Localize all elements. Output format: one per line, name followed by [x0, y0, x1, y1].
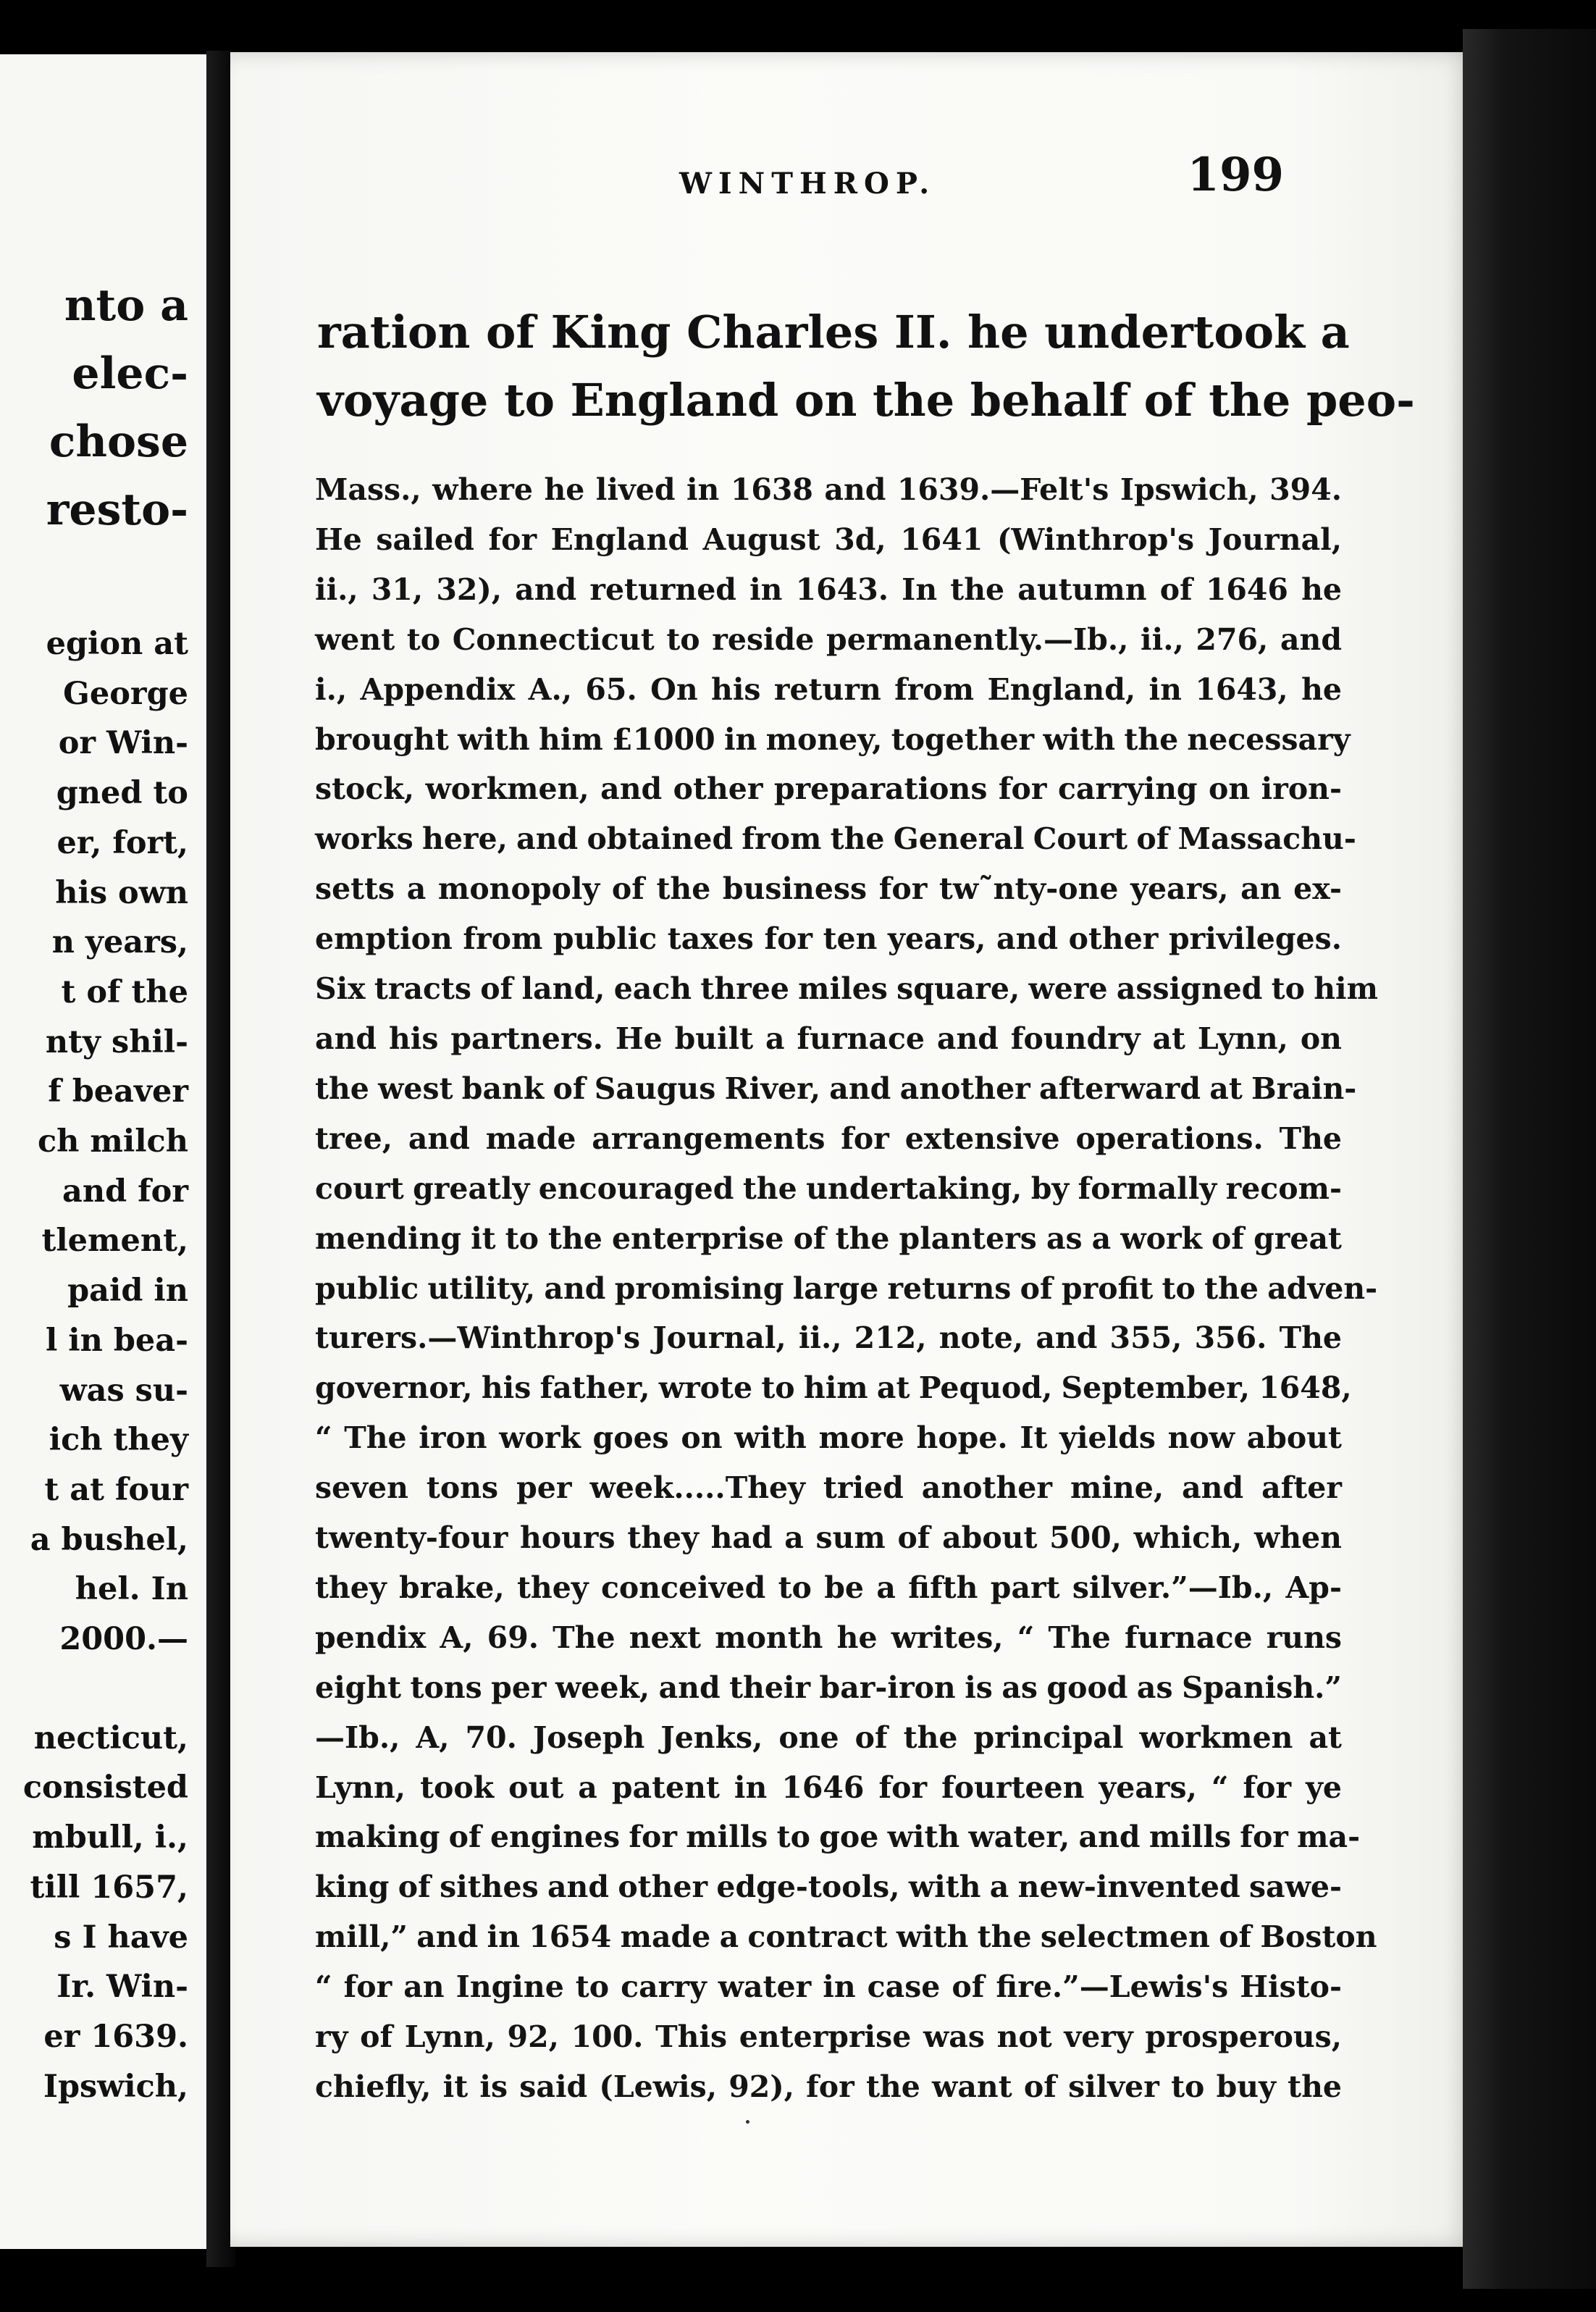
facing-line: t of the	[61, 973, 188, 1010]
footnote-line: “ for an Ingine to carry water in case of fire.”—Lewis's Histo-	[315, 1969, 1342, 2005]
footnote-line: brought with him £1000 in money, together with the necessary	[315, 721, 1351, 757]
footnote-line: setts a monopoly of the business for tw⁠˜nty-one years, an ex-	[315, 871, 1342, 907]
facing-line: gned to	[56, 775, 188, 812]
facing-line: consisted	[22, 1769, 188, 1806]
facing-line: er 1639.	[43, 2018, 188, 2055]
facing-line: resto-	[46, 485, 188, 535]
footnote-line: turers.—Winthrop's Journal, ii., 212, note, and 355, 356. The	[315, 1320, 1342, 1356]
facing-line: 2000.—	[59, 1621, 188, 1658]
facing-page-large-text	[0, 272, 206, 544]
footnote-line: mill,” and in 1654 made a contract with the selectmen of Boston	[315, 1919, 1377, 1955]
footnote-line: —Ib., A, 70. Joseph Jenks, one of the principal workmen at	[315, 1720, 1342, 1755]
body-line: ration of King Charles II. he undertook a	[317, 306, 1350, 359]
facing-line: paid in	[67, 1273, 188, 1310]
book-page	[230, 52, 1476, 2247]
facing-line: ich they	[49, 1422, 188, 1459]
facing-line: n years,	[51, 924, 188, 961]
footnote-line: they brake, they conceived to be a fifth part silver.”—Ib., Ap-	[315, 1570, 1342, 1605]
footnote-line: Mass., where he lived in 1638 and 1639.—Felt's Ipswich, 394.	[315, 472, 1342, 507]
footnote-line: making of engines for mills to goe with water, and mills for ma-	[315, 1819, 1361, 1855]
facing-line: ch milch	[37, 1123, 188, 1160]
footnote-text	[315, 465, 1378, 2112]
footnote-line: stock, workmen, and other preparations for carrying on iron-	[315, 771, 1342, 807]
facing-line: necticut,	[33, 1720, 188, 1756]
facing-line: Ipswich,	[43, 2068, 188, 2105]
footnote-line: emption from public taxes for ten years, and other privileges.	[315, 921, 1342, 957]
page-number: 199	[1187, 148, 1284, 202]
page-edge-shadow	[1463, 29, 1596, 2289]
footnote-line: went to Connecticut to reside permanently.—Ib., ii., 276, and	[315, 621, 1342, 657]
footnote-line: Six tracts of land, each three miles square, were assigned to him	[315, 971, 1378, 1007]
footnote-line: ii., 31, 32), and returned in 1643. In the autumn of 1646 he	[315, 571, 1342, 607]
footnote-line: chiefly, it is said (Lewis, 92), for the want of silver to buy the	[315, 2069, 1342, 2104]
facing-line: nto a	[64, 280, 188, 331]
footnote-line: He sailed for England August 3d, 1641 (Winthrop's Journal,	[315, 522, 1342, 557]
running-title: WINTHROP.	[679, 167, 936, 201]
footnote-line: public utility, and promising large returns of profit to the adven-	[315, 1270, 1378, 1306]
footnote-line: tree, and made arrangements for extensive operations. The	[315, 1121, 1342, 1156]
facing-line: nty shil-	[45, 1023, 188, 1060]
facing-line: hel. In	[75, 1571, 188, 1608]
footnote-line: eight tons per week, and their bar-iron is as good as Spanish.”	[315, 1670, 1342, 1705]
footnote-line: and his partners. He built a furnace and foundry at Lynn, on	[315, 1021, 1342, 1056]
facing-line: l in bea-	[45, 1322, 188, 1359]
facing-page-footnote-text	[0, 619, 206, 2111]
facing-line: tlement,	[41, 1223, 188, 1260]
paper-speck	[746, 2120, 749, 2124]
facing-line: till 1657,	[30, 1869, 188, 1906]
facing-line: elec-	[72, 348, 188, 399]
footnote-line: works here, and obtained from the General Court of Massachu-	[315, 821, 1356, 857]
footnote-line: mending it to the enterprise of the planters as a work of great	[315, 1220, 1342, 1256]
footnote-line: Lynn, took out a patent in 1646 for fourteen years, “ for ye	[315, 1769, 1342, 1805]
facing-line: t at four	[44, 1471, 188, 1508]
footnote-line: twenty-four hours they had a sum of about 500, which, when	[315, 1520, 1342, 1556]
footnote-line: governor, his father, wrote to him at Pequod, September, 1648,	[315, 1370, 1352, 1406]
facing-line: Ir. Win-	[56, 1969, 188, 2006]
footnote-line: “ The iron work goes on with more hope. It yields now about	[315, 1420, 1342, 1456]
facing-gap	[0, 1664, 188, 1714]
facing-line: egion at	[46, 626, 188, 662]
facing-line: chose	[49, 416, 188, 467]
facing-line: George	[63, 675, 188, 712]
footnote-line: king of sithes and other edge-tools, with a new-invented sawe-	[315, 1869, 1342, 1905]
body-line: voyage to England on the behalf of the peo-	[317, 374, 1415, 427]
facing-line: mbull, i.,	[32, 1819, 188, 1856]
facing-line: er, fort,	[56, 824, 188, 861]
footnote-line: ry of Lynn, 92, 100. This enterprise was not very prosperous,	[315, 2019, 1342, 2055]
facing-line: f beaver	[48, 1073, 188, 1110]
facing-page-fragment	[0, 54, 208, 2249]
facing-line: and for	[62, 1173, 188, 1210]
facing-line: was su-	[59, 1372, 188, 1409]
facing-line: or Win-	[58, 725, 188, 762]
body-text	[317, 298, 1415, 435]
footnote-line: seven tons per week.....They tried another mine, and after	[315, 1470, 1342, 1506]
facing-line: a bushel,	[30, 1521, 188, 1558]
footnote-line: i., Appendix A., 65. On his return from England, in 1643, he	[315, 671, 1342, 707]
footnote-line: the west bank of Saugus River, and another afterward at Brain-	[315, 1071, 1357, 1106]
footnote-line: pendix A, 69. The next month he writes, “ The furnace runs	[315, 1620, 1342, 1655]
facing-line: his own	[55, 874, 188, 911]
facing-line: s I have	[54, 1919, 188, 1956]
footnote-line: court greatly encouraged the undertaking, by formally recom-	[315, 1170, 1342, 1206]
